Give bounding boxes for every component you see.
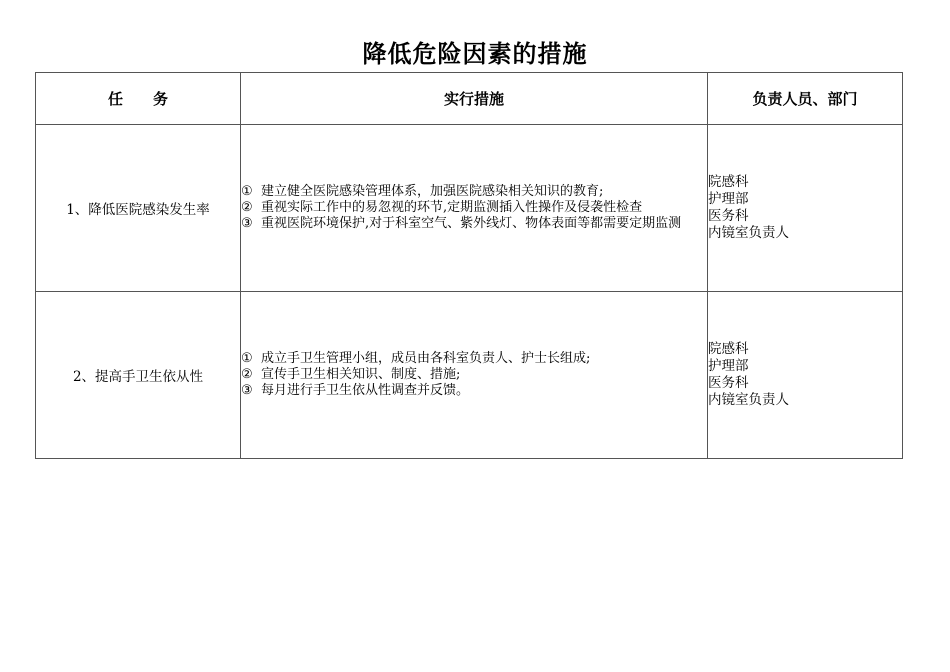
owner-item: 内镜室负责人 xyxy=(708,392,789,408)
owner-item: 护理部 xyxy=(708,191,749,207)
measure-text: 重视医院环境保护,对于科室空气、紫外线灯、物体表面等都需要定期监测 xyxy=(261,216,682,231)
owner-item: 医务科 xyxy=(708,375,749,391)
measure-text: 重视实际工作中的易忽视的环节,定期监测插入性操作及侵袭性检查 xyxy=(261,200,643,215)
task-cell: 1、降低医院感染发生率 xyxy=(36,125,241,292)
measure-item xyxy=(241,367,707,383)
measures-cell xyxy=(241,292,708,459)
measure-number: ② xyxy=(241,200,253,215)
measure-number: ③ xyxy=(241,216,253,231)
measure-number: ③ xyxy=(241,383,253,398)
owner-cell xyxy=(708,125,903,292)
measures-cell xyxy=(241,125,708,292)
header-owner: 负责人员、部门 xyxy=(708,73,903,125)
owner-item: 护理部 xyxy=(708,358,749,374)
owner-item: 内镜室负责人 xyxy=(708,225,789,241)
measure-item xyxy=(241,184,707,200)
measure-text: 宣传手卫生相关知识、制度、措施; xyxy=(261,367,461,382)
measure-number: ② xyxy=(241,367,253,382)
owner-item: 院感科 xyxy=(708,341,749,357)
header-task: 任 务 xyxy=(36,73,241,125)
measures-table xyxy=(35,72,903,459)
document-title: 降低危险因素的措施 xyxy=(362,40,588,68)
task-cell: 2、提高手卫生依从性 xyxy=(36,292,241,459)
measure-text: 每月进行手卫生依从性调查并反馈。 xyxy=(261,383,470,398)
table-row xyxy=(36,292,903,459)
measure-item xyxy=(241,216,707,232)
measure-number: ① xyxy=(241,351,253,366)
header-measures: 实行措施 xyxy=(241,73,708,125)
measure-item xyxy=(241,200,707,216)
measure-text: 建立健全医院感染管理体系，加强医院感染相关知识的教育; xyxy=(261,184,604,199)
measure-text: 成立手卫生管理小组，成员由各科室负责人、护士长组成; xyxy=(261,351,591,366)
owner-cell xyxy=(708,292,903,459)
measure-number: ① xyxy=(241,184,253,199)
measure-item xyxy=(241,351,707,367)
owner-item: 医务科 xyxy=(708,208,749,224)
table-header-row xyxy=(36,73,903,125)
measure-item xyxy=(241,383,707,399)
table-row xyxy=(36,125,903,292)
owner-item: 院感科 xyxy=(708,174,749,190)
